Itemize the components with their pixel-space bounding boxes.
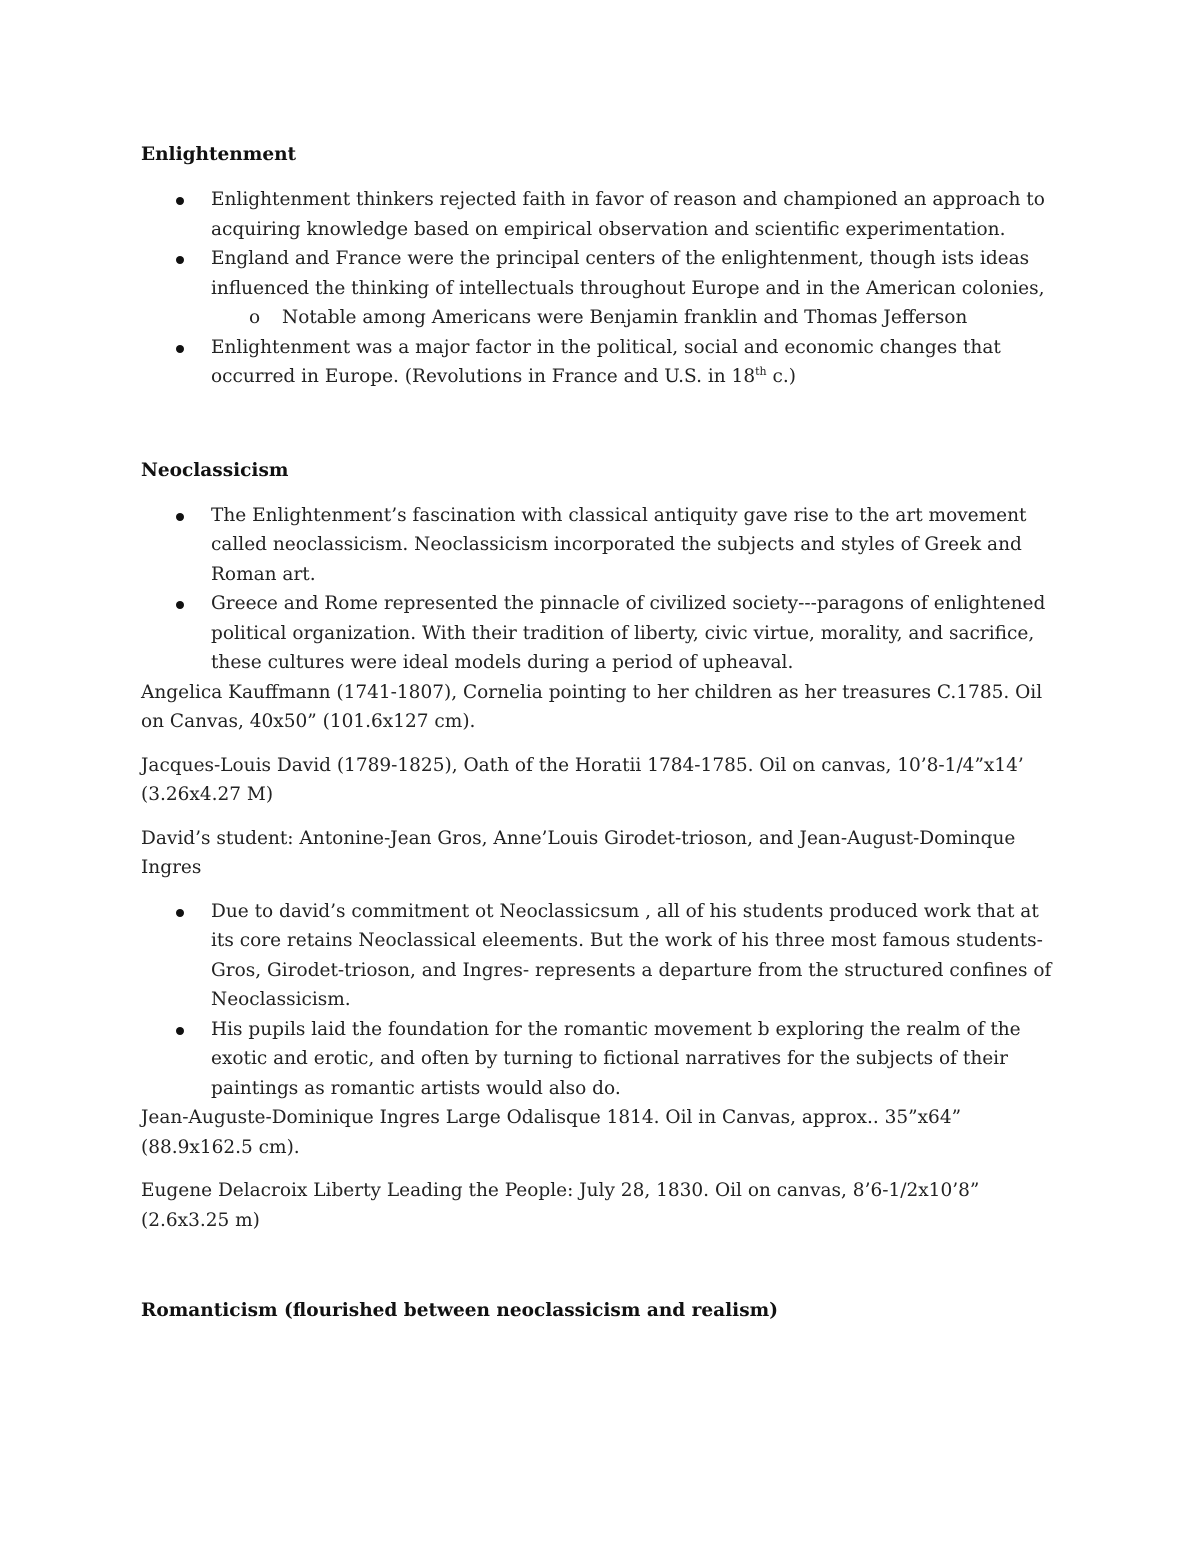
list-item-text-main: Enlightenment was a major factor in the political, social and economic changes that occurred in Europe. (Revolutions in France and U.S. in 18 — [211, 336, 1001, 387]
list-item-text: England and France were the principal centers of the enlightenment, though ists ideas influenced the thinking of intellectuals throughout Europe and in the American colonies, — [211, 248, 1045, 299]
sub-bullet-list — [211, 303, 1061, 333]
list-item-text: The Enlightenment’s fascination with classical antiquity gave rise to the art movement called neoclassicism. Neoclassicism incorporated the subjects and styles of Greek and Roman art. — [211, 504, 1027, 585]
document-body — [141, 138, 1061, 1341]
neoclassicism-bullet-list — [141, 501, 1061, 678]
list-item — [141, 244, 1061, 333]
artwork-david: Jacques-Louis David (1789-1825), Oath of the Horatii 1784-1785. Oil on canvas, 10’8-1/4”x14’ (3.26x4.27 M) — [141, 754, 1024, 805]
list-item — [141, 501, 1061, 590]
sub-list-item — [141, 303, 1061, 333]
artwork-kauffmann: Angelica Kauffmann (1741-1807), Cornelia pointing to her children as her treasures C.1785. Oil on Canvas, 40x50” (101.6x127 cm). — [141, 681, 1043, 732]
list-item-text: Due to david’s commitment ot Neoclassicsum , all of his students produced work that at its core retains Neoclassical eleements. But the work of his three most famous students- Gros, Girodet-trioson, and Ingres- represents a departure from the structured confines of Neoclassicism. — [211, 900, 1052, 1010]
list-item — [141, 897, 1061, 1015]
heading-romanticism: Romanticism (flourished between neoclassicism and realism) — [141, 1300, 778, 1321]
list-item — [141, 1015, 1061, 1104]
list-item — [141, 589, 1061, 678]
bullet-icon — [176, 513, 184, 521]
bullet-icon — [176, 601, 184, 609]
list-item-text: Enlightenment thinkers rejected faith in favor of reason and championed an approach to acquiring knowledge based on empirical observation and scientific experimentation. — [211, 189, 1045, 240]
list-item — [141, 333, 1061, 392]
list-item-text-tail: c.) — [766, 366, 796, 387]
bullet-icon — [176, 1027, 184, 1035]
list-item-text: His pupils laid the foundation for the romantic movement b exploring the realm of the exotic and erotic, and often by turning to fictional narratives for the subjects of their paintings as romantic artists would also do. — [211, 1018, 1021, 1099]
sub-list-item-text: Notable among Americans were Benjamin franklin and Thomas Jefferson — [282, 307, 968, 328]
heading-enlightenment: Enlightenment — [141, 144, 297, 165]
superscript-th: th — [755, 365, 767, 378]
bullet-icon — [176, 909, 184, 917]
artwork-ingres: Jean-Auguste-Dominique Ingres Large Odalisque 1814. Oil in Canvas, approx.. 35”x64” (88.9x162.5 cm). — [141, 1107, 962, 1158]
list-item — [141, 185, 1061, 244]
artwork-delacroix: Eugene Delacroix Liberty Leading the People: July 28, 1830. Oil on canvas, 8’6-1/2x10’8” (2.6x3.25 m) — [141, 1180, 980, 1231]
heading-neoclassicism: Neoclassicism — [141, 459, 289, 481]
bullet-icon — [176, 345, 184, 353]
david-students: David’s student: Antonine-Jean Gros, Anne’Louis Girodet-trioson, and Jean-August-Dominque Ingres — [141, 827, 1016, 878]
sub-bullet-marker: o — [249, 307, 261, 328]
bullet-icon — [176, 197, 184, 205]
enlightenment-bullet-list — [141, 185, 1061, 392]
list-item-text — [211, 337, 1001, 388]
students-bullet-list — [141, 897, 1061, 1104]
list-item-text: Greece and Rome represented the pinnacle of civilized society---paragons of enlightened political organization. With their tradition of liberty, civic virtue, morality, and sacrifice, these cultures were ideal models during a period of upheaval. — [211, 593, 1046, 673]
bullet-icon — [176, 256, 184, 264]
